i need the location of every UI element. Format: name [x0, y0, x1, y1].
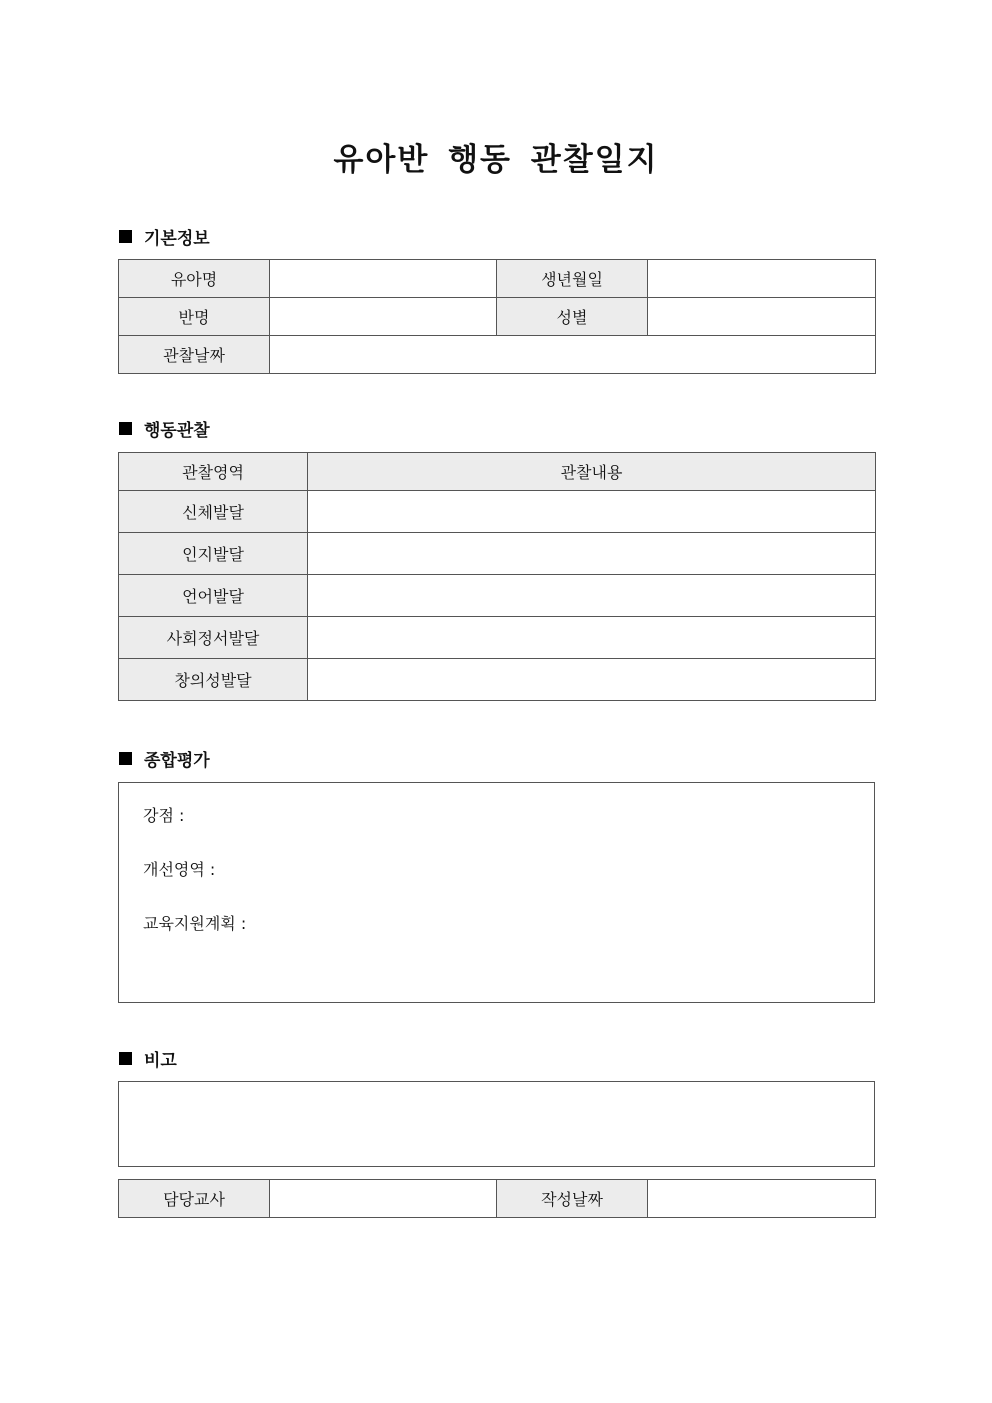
- table-row: [119, 491, 876, 533]
- gender-field[interactable]: [648, 298, 876, 336]
- remarks-box[interactable]: [118, 1081, 875, 1167]
- content-field[interactable]: [308, 617, 876, 659]
- table-row: [119, 298, 876, 336]
- summary-box[interactable]: [118, 782, 875, 1003]
- footer-table: [118, 1179, 876, 1218]
- square-bullet-icon: [119, 230, 132, 243]
- header-area: 관찰영역: [119, 453, 308, 491]
- content-field[interactable]: [308, 575, 876, 617]
- date-label: 관찰날짜: [119, 336, 270, 374]
- section-heading-label: 행동관찰: [144, 421, 210, 441]
- class-field[interactable]: [270, 298, 497, 336]
- square-bullet-icon: [119, 1052, 132, 1065]
- square-bullet-icon: [119, 422, 132, 435]
- table-row: [119, 533, 876, 575]
- table-row: [119, 659, 876, 701]
- gender-label: 성별: [497, 298, 648, 336]
- section-heading-behavior: [119, 416, 210, 441]
- table-row: [119, 617, 876, 659]
- section-heading-basic: [119, 224, 210, 249]
- table-row: [119, 575, 876, 617]
- name-field[interactable]: [270, 260, 497, 298]
- table-row: [119, 1180, 876, 1218]
- section-heading-label: 비고: [144, 1051, 177, 1071]
- content-field[interactable]: [308, 491, 876, 533]
- behavior-table: [118, 452, 876, 701]
- section-heading-label: 기본정보: [144, 229, 210, 249]
- content-field[interactable]: [308, 533, 876, 575]
- strength-line: 강점 :: [143, 806, 185, 825]
- date-field[interactable]: [270, 336, 876, 374]
- birth-label: 생년월일: [497, 260, 648, 298]
- section-heading-label: 종합평가: [144, 751, 210, 771]
- teacher-label: 담당교사: [119, 1180, 270, 1218]
- area-label: 언어발달: [119, 575, 308, 617]
- name-label: 유아명: [119, 260, 270, 298]
- section-heading-summary: [119, 746, 210, 771]
- basic-info-table: [118, 259, 876, 374]
- improvement-line: 개선영역 :: [143, 860, 216, 879]
- teacher-field[interactable]: [270, 1180, 497, 1218]
- area-label: 사회정서발달: [119, 617, 308, 659]
- content-field[interactable]: [308, 659, 876, 701]
- table-header-row: [119, 453, 876, 491]
- square-bullet-icon: [119, 752, 132, 765]
- written-date-field[interactable]: [648, 1180, 876, 1218]
- header-content: 관찰내용: [308, 453, 876, 491]
- area-label: 인지발달: [119, 533, 308, 575]
- page-title: 유아반 행동 관찰일지: [333, 142, 659, 178]
- table-row: [119, 336, 876, 374]
- table-row: [119, 260, 876, 298]
- written-date-label: 작성날짜: [497, 1180, 648, 1218]
- support-plan-line: 교육지원계획 :: [143, 914, 247, 933]
- class-label: 반명: [119, 298, 270, 336]
- section-heading-remarks: [119, 1046, 177, 1071]
- area-label: 창의성발달: [119, 659, 308, 701]
- birth-field[interactable]: [648, 260, 876, 298]
- area-label: 신체발달: [119, 491, 308, 533]
